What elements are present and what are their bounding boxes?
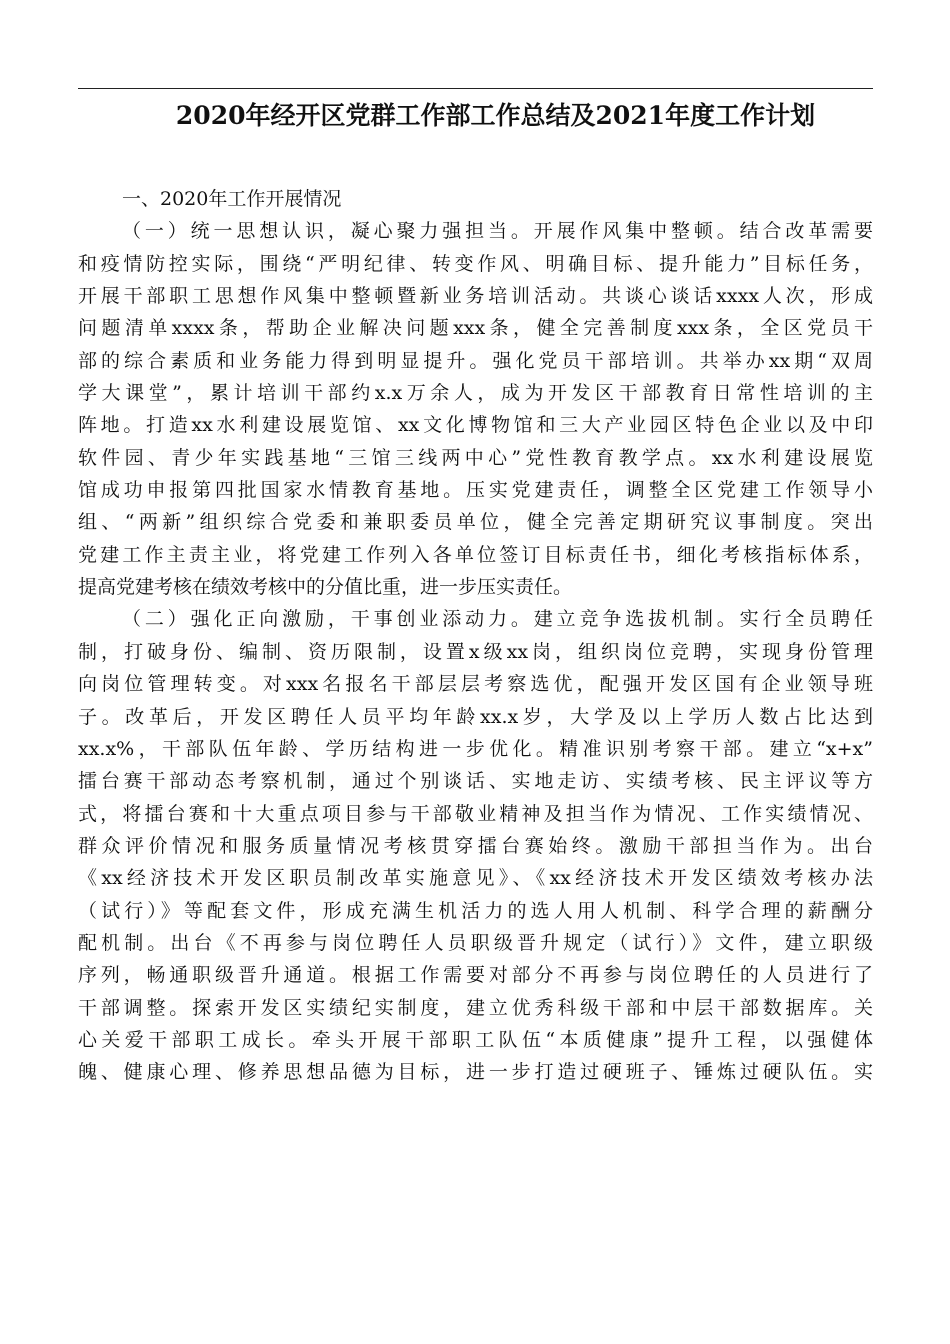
text-line: 软件园、青少年实践基地“三馆三线两中心”党性教育教学点。xx水利建设展览: [78, 446, 873, 469]
text-line: 和疫情防控实际，围绕“严明纪律、转变作风、明确目标、提升能力”目标任务，: [78, 252, 873, 275]
text-line: 配机制。出台《不再参与岗位聘任人员职级晋升规定（试行）》文件，建立职级: [78, 931, 873, 954]
text-line: 式，将擂台赛和十大重点项目参与干部敬业精神及担当作为情况、工作实绩情况、: [78, 802, 873, 825]
text-line: 心关爱干部职工成长。牵头开展干部职工队伍“本质健康”提升工程，以强健体: [78, 1028, 873, 1051]
document-body: [78, 183, 873, 1089]
text-line: 党建工作主责主业，将党建工作列入各单位签订目标责任书，细化考核指标体系，: [78, 543, 873, 566]
text-line: 组、“两新”组织综合党委和兼职委员单位，健全完善定期研究议事制度。突出: [78, 511, 873, 534]
text-line: 阵地。打造xx水利建设展览馆、xx文化博物馆和三大产业园区特色企业以及中印: [78, 414, 873, 437]
text-line: 向岗位管理转变。对xxx名报名干部层层考察选优，配强开发区国有企业领导班: [78, 673, 873, 696]
header-rule: [78, 88, 873, 89]
text-line: 提高党建考核在绩效考核中的分值比重，进一步压实责任。: [78, 576, 573, 599]
text-line: xx.x%，干部队伍年龄、学历结构进一步优化。精准识别考察干部。建立“x+x”: [78, 737, 873, 760]
text-line: 序列，畅通职级晋升通道。根据工作需要对部分不再参与岗位聘任的人员进行了: [78, 964, 873, 987]
text-line: 馆成功申报第四批国家水情教育基地。压实党建责任，调整全区党建工作领导小: [78, 479, 873, 502]
text-line: 部的综合素质和业务能力得到明显提升。强化党员干部培训。共举办xx期“双周: [78, 349, 873, 372]
text-line: 学大课堂”，累计培训干部约x.x万余人，成为开发区干部教育日常性培训的主: [78, 382, 873, 405]
text-line: 子。改革后，开发区聘任人员平均年龄xx.x岁，大学及以上学历人数占比达到: [78, 705, 873, 728]
text-line: 干部调整。探索开发区实绩纪实制度，建立优秀科级干部和中层干部数据库。关: [78, 996, 873, 1019]
document-title: 2020年经开区党群工作部工作总结及2021年度工作计划: [175, 101, 816, 130]
text-line: 一、2020年工作开展情况: [122, 188, 342, 210]
text-line: 制，打破身份、编制、资历限制，设置x级xx岗，组织岗位竞聘，实现身份管理: [78, 640, 873, 663]
text-line: 群众评价情况和服务质量情况考核贯穿擂台赛始终。激励干部担当作为。出台: [78, 834, 873, 857]
text-line: （二）强化正向激励，干事创业添动力。建立竞争选拔机制。实行全员聘任: [122, 608, 873, 631]
text-line: 魄、健康心理、修养思想品德为目标，进一步打造过硬班子、锤炼过硬队伍。实: [78, 1061, 873, 1084]
text-line: 《xx经济技术开发区职员制改革实施意见》、《xx经济技术开发区绩效考核办法: [78, 867, 873, 890]
text-line: （试行）》等配套文件，形成充满生机活力的选人用人机制、科学合理的薪酬分: [78, 899, 873, 922]
text-line: （一）统一思想认识，凝心聚力强担当。开展作风集中整顿。结合改革需要: [122, 220, 873, 243]
text-line: 问题清单xxxx条，帮助企业解决问题xxx条，健全完善制度xxx条，全区党员干: [78, 317, 873, 340]
text-line: 擂台赛干部动态考察机制，通过个别谈话、实地走访、实绩考核、民主评议等方: [78, 770, 873, 793]
text-line: 开展干部职工思想作风集中整顿暨新业务培训活动。共谈心谈话xxxx人次，形成: [78, 285, 873, 308]
